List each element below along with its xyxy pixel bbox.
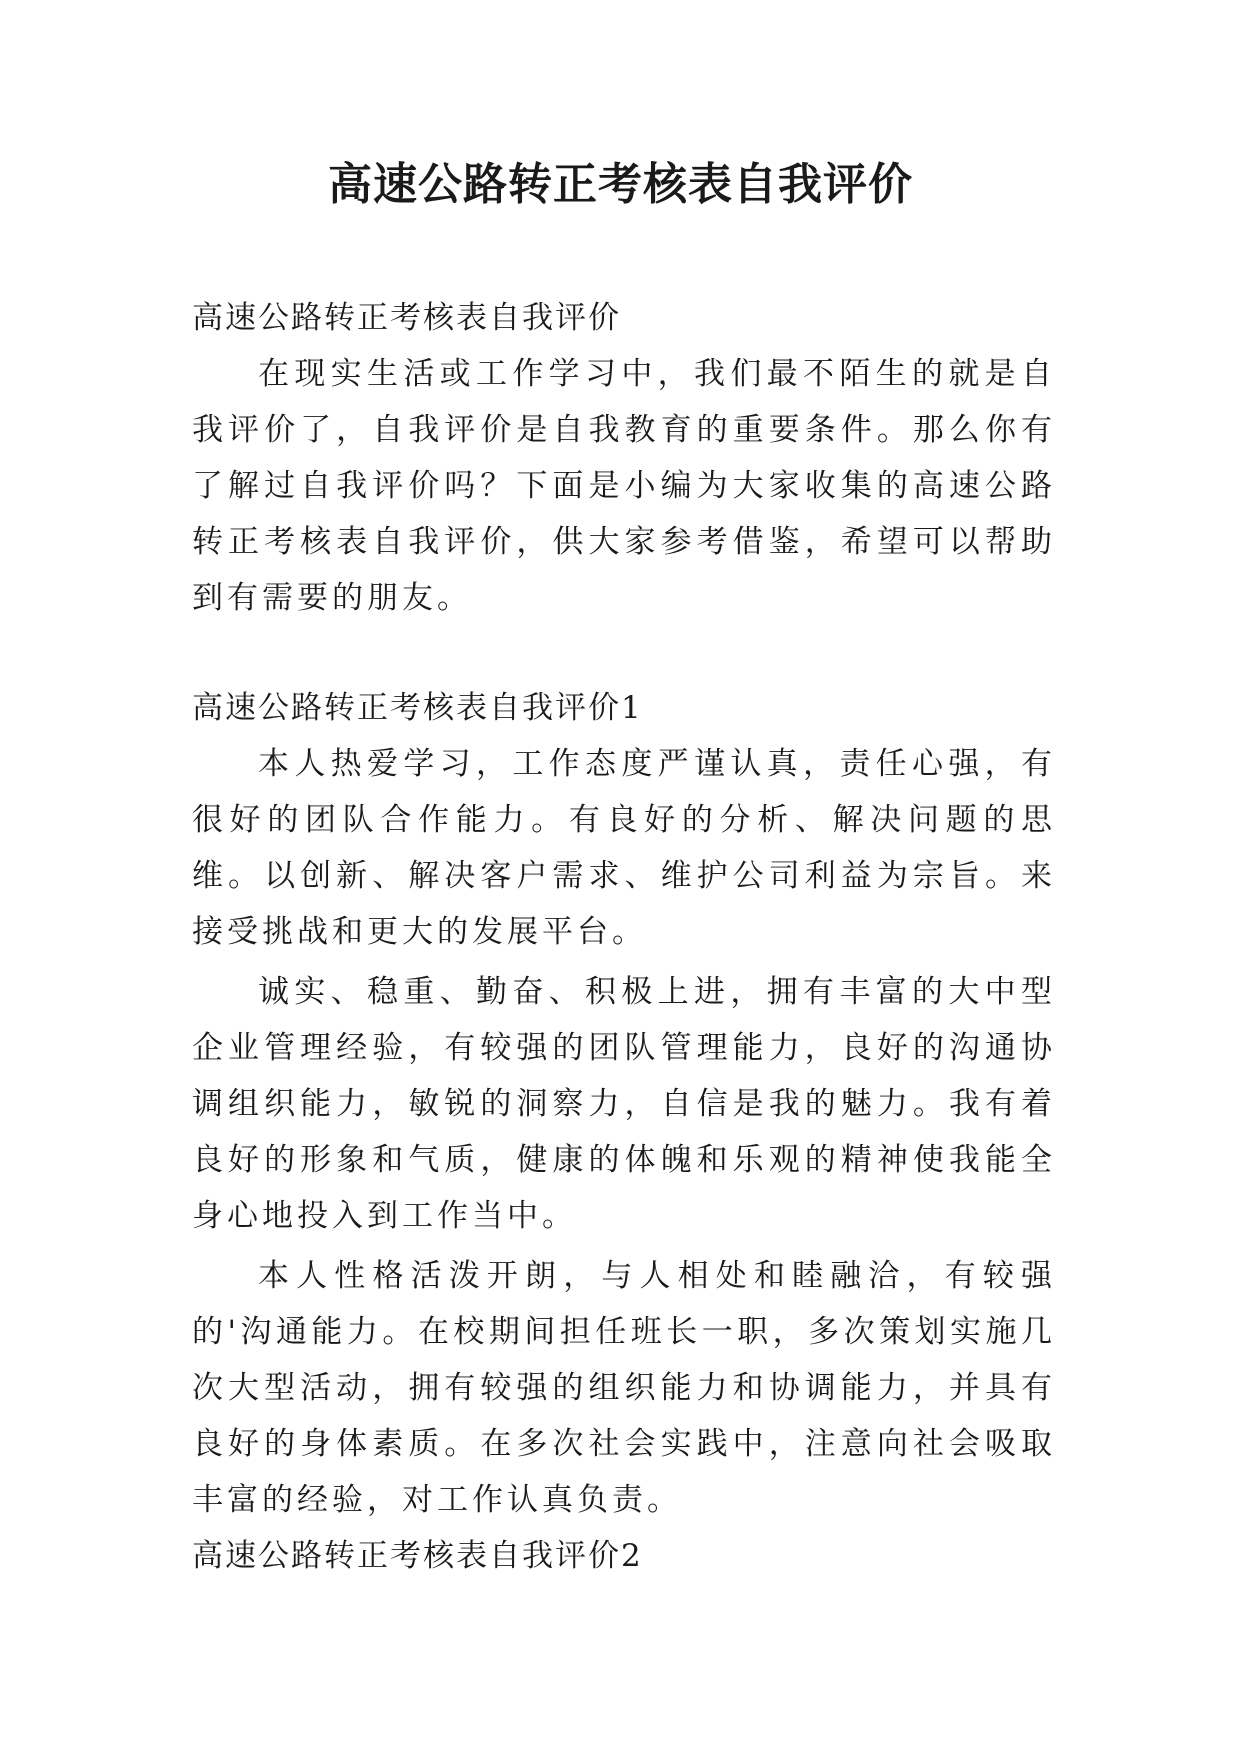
section-1-paragraph-1: 本人热爱学习，工作态度严谨认真，责任心强，有很好的团队合作能力。有良好的分析、解决问题的思维。以创新、解决客户需求、维护公司利益为宗旨。来接受挑战和更大的发展平台。	[192, 746, 1056, 950]
intro-heading: 高速公路转正考核表自我评价	[192, 300, 621, 336]
section-2-heading: 高速公路转正考核表自我评价2	[192, 1538, 643, 1574]
section-1-paragraph-3: 本人性格活泼开朗，与人相处和睦融洽，有较强的'沟通能力。在校期间担任班长一职，多次策划实施几次大型活动，拥有较强的组织能力和协调能力，并具有良好的身体素质。在多次社会实践中，注意向社会吸取丰富的经验，对工作认真负责。	[192, 1258, 1056, 1518]
document-title: 高速公路转正考核表自我评价	[328, 159, 913, 210]
section-spacer	[192, 626, 1056, 680]
intro-paragraph: 在现实生活或工作学习中，我们最不陌生的就是自我评价了，自我评价是自我教育的重要条件。那么你有了解过自我评价吗？下面是小编为大家收集的高速公路转正考核表自我评价，供大家参考借鉴，希望可以帮助到有需要的朋友。	[192, 356, 1056, 616]
section-1-heading: 高速公路转正考核表自我评价1	[192, 690, 643, 726]
section-1-paragraph-2: 诚实、稳重、勤奋、积极上进，拥有丰富的大中型企业管理经验，有较强的团队管理能力，良好的沟通协调组织能力，敏锐的洞察力，自信是我的魅力。我有着良好的形象和气质，健康的体魄和乐观的精神使我能全身心地投入到工作当中。	[192, 974, 1056, 1234]
document-body	[192, 290, 1056, 1584]
